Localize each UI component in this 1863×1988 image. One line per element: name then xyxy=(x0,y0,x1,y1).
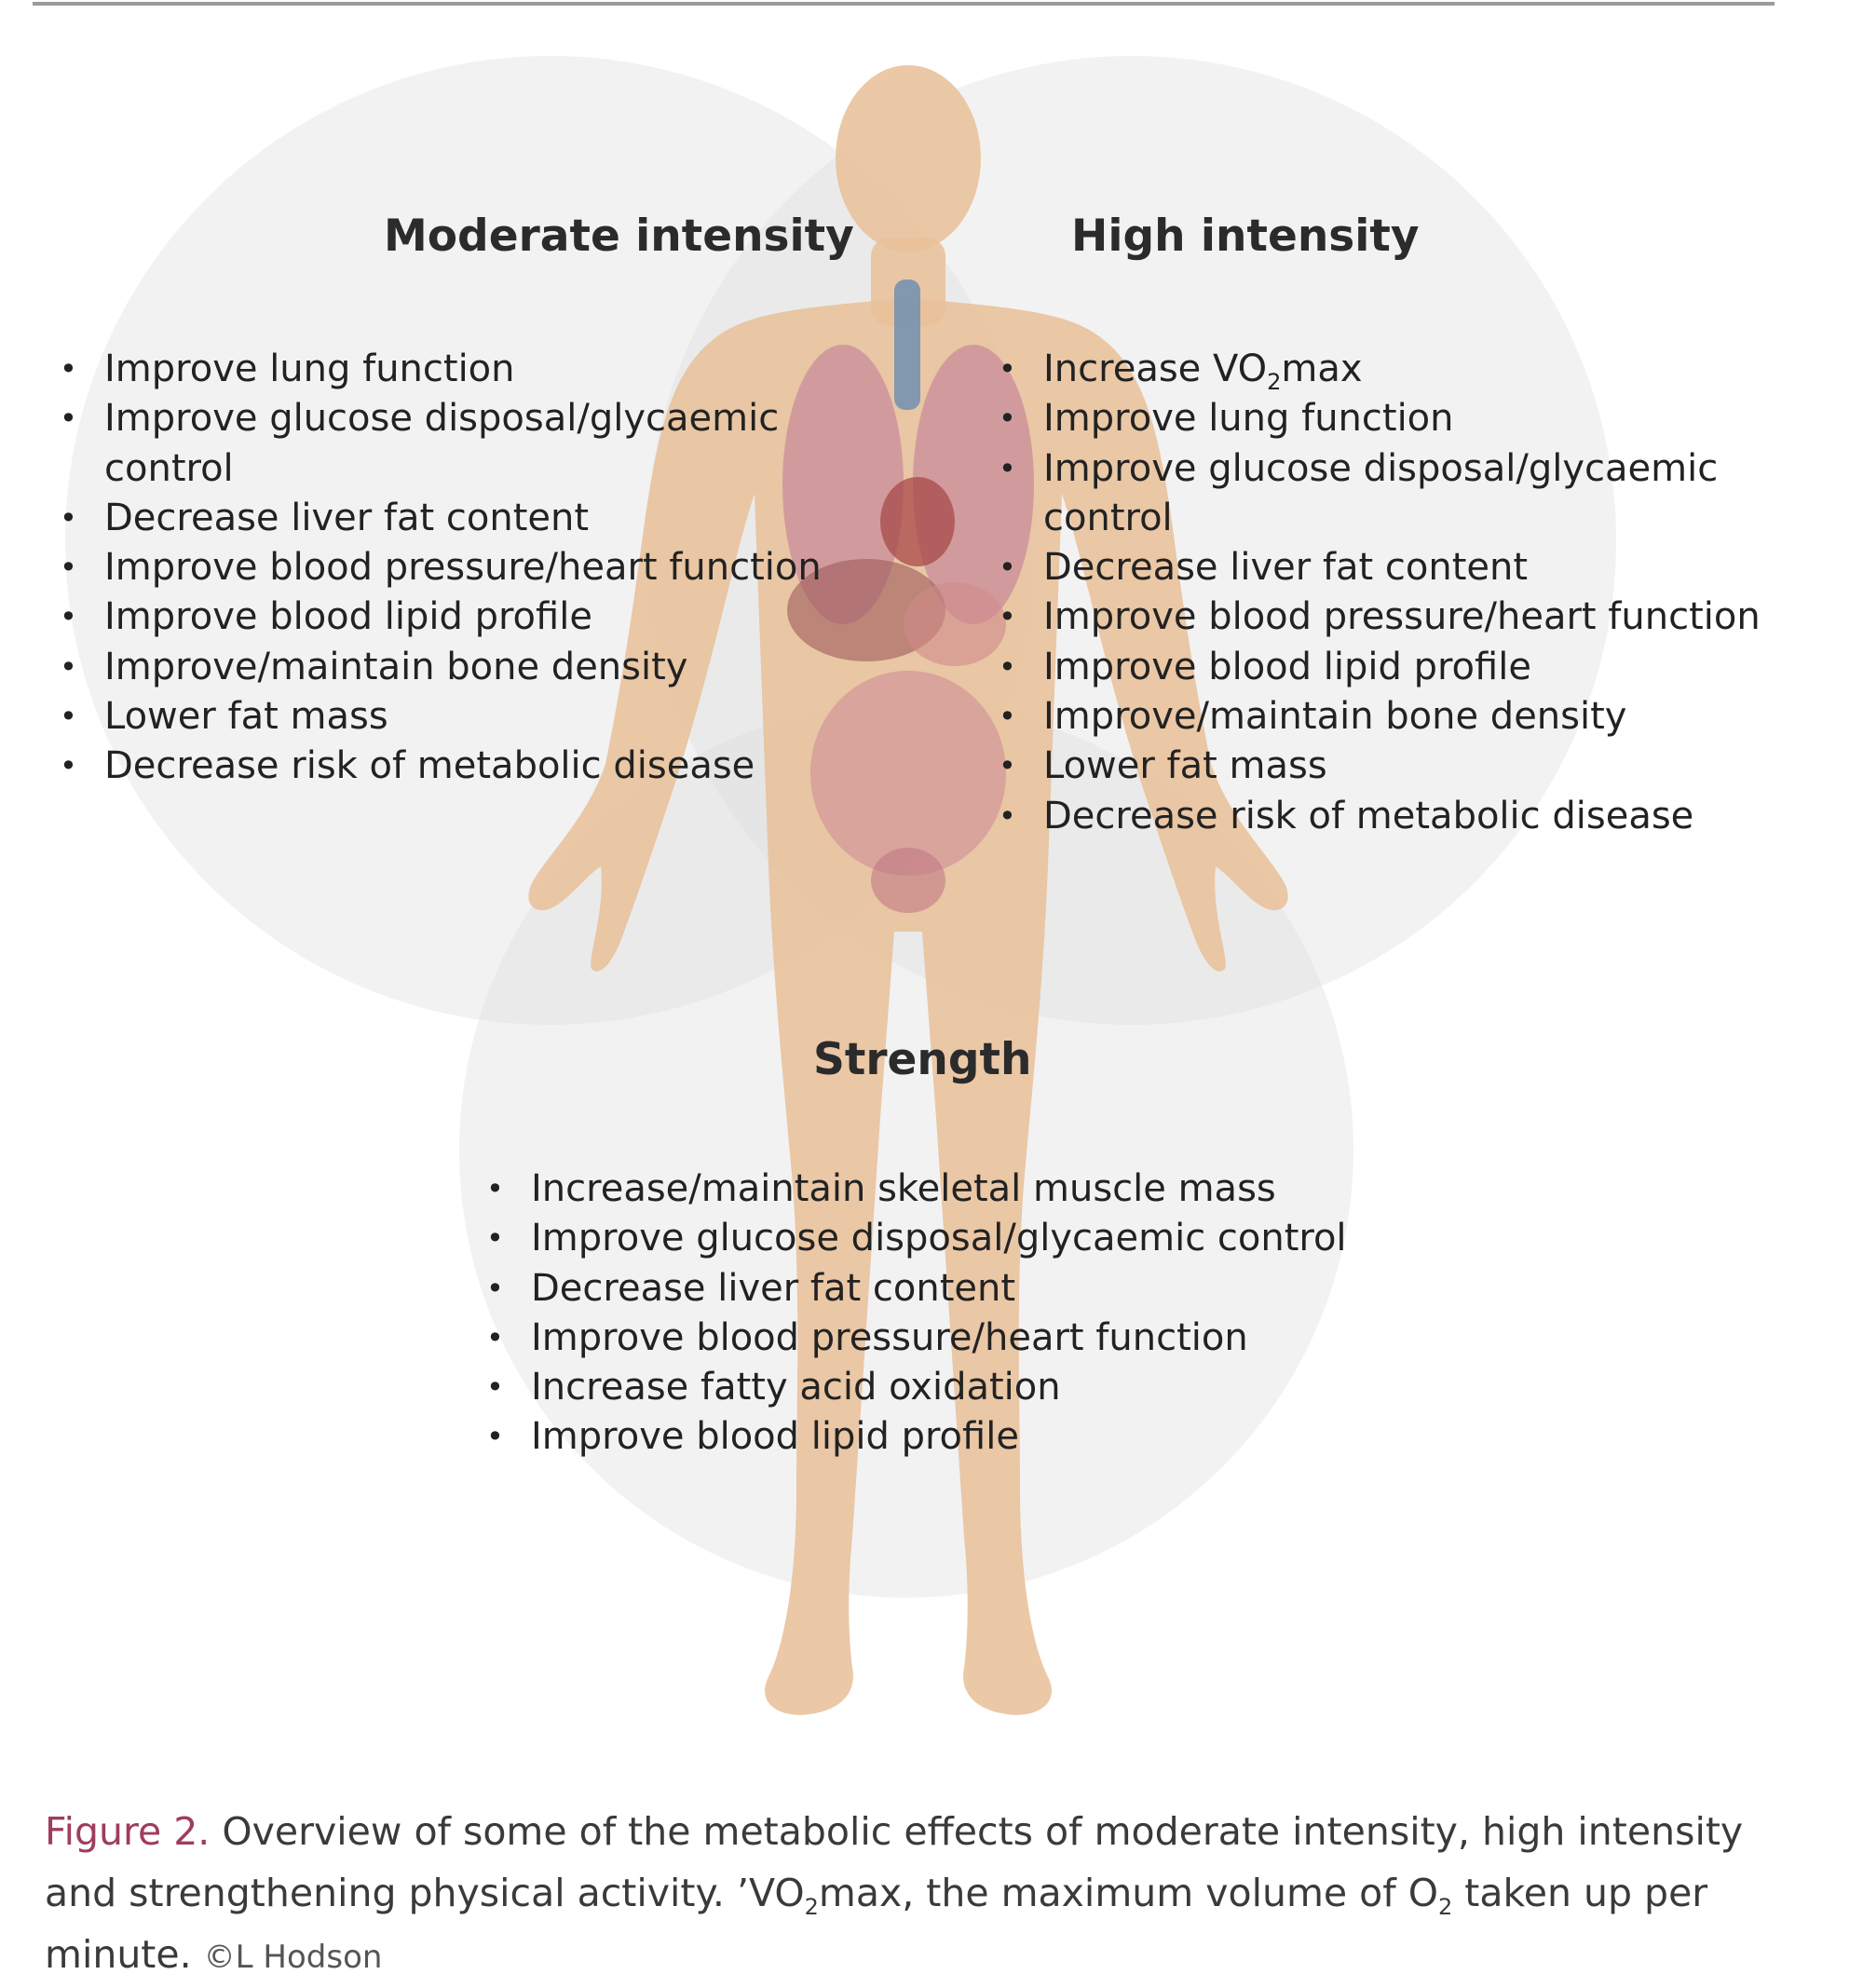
list-item-continuation: control xyxy=(1043,496,1173,539)
list-item-vo2max xyxy=(997,345,1761,394)
list-item: • Improve blood pressure/heart function xyxy=(484,1314,1347,1363)
caption-text: Overview of some of the metabolic effects of moderate intensity, high intensity and strengthening physical activity. ’VO xyxy=(45,1809,1744,1915)
list-item: • Decrease risk of metabolic disease xyxy=(58,742,822,791)
list-item: • Improve glucose disposal/glycaemic xyxy=(997,444,1761,494)
high-intensity-title: High intensity xyxy=(1071,211,1420,262)
vo2-prefix: Increase VO xyxy=(1043,347,1268,390)
trachea xyxy=(894,279,920,410)
caption-text: max, the maximum volume of O xyxy=(818,1871,1438,1915)
list-item: • Increase fatty acid oxidation xyxy=(484,1363,1347,1412)
list-item: • Lower fat mass xyxy=(997,742,1761,791)
bladder xyxy=(871,848,945,913)
list-item: • Improve lung function xyxy=(58,345,822,394)
strength-list xyxy=(484,1164,1347,1463)
image-credit: ©L Hodson xyxy=(203,1939,383,1976)
vo2-subscript: 2 xyxy=(1267,369,1282,395)
intestines xyxy=(810,671,1006,876)
figure-label: Figure 2. xyxy=(45,1809,211,1854)
list-item: • Increase/maintain skeletal muscle mass xyxy=(484,1164,1347,1214)
list-item: • Improve blood lipid profile xyxy=(58,592,822,642)
stomach xyxy=(904,582,1006,666)
heart xyxy=(880,477,955,566)
list-item: • Lower fat mass xyxy=(58,692,822,742)
list-item: • Improve glucose disposal/glycaemic control xyxy=(484,1214,1347,1263)
list-item: • Improve blood lipid profile xyxy=(484,1412,1347,1462)
caption-subscript: 2 xyxy=(1437,1894,1453,1921)
list-item: • Decrease liver fat content xyxy=(484,1264,1347,1314)
moderate-intensity-list xyxy=(58,345,822,792)
list-item: • Improve blood pressure/heart function xyxy=(58,543,822,592)
list-item: • Improve blood lipid profile xyxy=(997,643,1761,692)
list-item: • Decrease liver fat content xyxy=(997,543,1761,592)
list-item: • Improve glucose disposal/glycaemic xyxy=(58,394,822,443)
vo2-suffix: max xyxy=(1281,347,1363,390)
moderate-intensity-title: Moderate intensity xyxy=(384,211,854,262)
strength-title: Strength xyxy=(813,1034,1032,1085)
caption-subscript: 2 xyxy=(804,1894,819,1921)
high-intensity-list xyxy=(997,345,1761,841)
list-item: • Improve blood pressure/heart function xyxy=(997,592,1761,642)
list-item: • Improve/maintain bone density xyxy=(997,692,1761,742)
figure-caption xyxy=(45,1801,1815,1988)
list-item: • Improve lung function xyxy=(997,394,1761,443)
list-item-continuation: control xyxy=(104,446,234,490)
list-item: • Decrease liver fat content xyxy=(58,494,822,543)
list-item: • Decrease risk of metabolic disease xyxy=(997,792,1761,841)
caption-text: taken up per minute. xyxy=(45,1871,1708,1977)
list-item: • Improve/maintain bone density xyxy=(58,643,822,692)
